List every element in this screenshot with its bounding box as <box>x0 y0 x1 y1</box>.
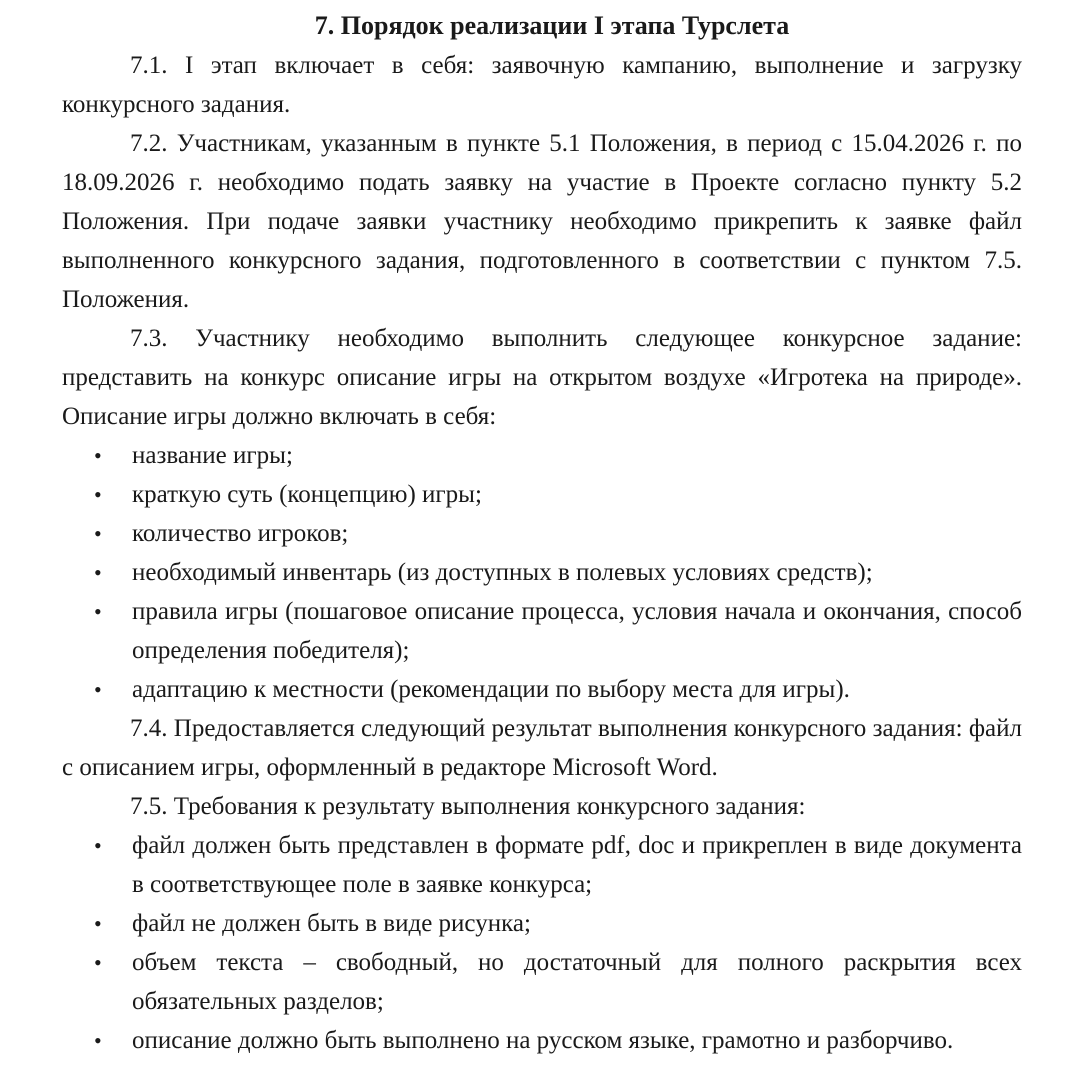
bullet-icon: • <box>94 521 102 546</box>
paragraph-7-3: 7.3. Участнику необходимо выполнить следующее конкурсное задание: представить на конкурс описание игры на открытом воздухе «Игротека на природе». Описание игры должно включать в себя: <box>62 325 1022 430</box>
bullet-icon: • <box>94 911 102 936</box>
bullet-icon: • <box>94 443 102 468</box>
bullet-icon: • <box>94 599 102 624</box>
list-item: • адаптацию к местности (рекомендации по выбору места для игры). <box>62 670 1022 709</box>
paragraph-7-2: 7.2. Участникам, указанным в пункте 5.1 Положения, в период с 15.04.2026 г. по 18.09.2026 г. необходимо подать заявку на участие в Проекте согласно пункту 5.2 Положения. При подаче заявки участнику необходимо прикрепить к заявке файл выполненного конкурсного задания, подготовленного в соответствии с пунктом 7.5. Положения. <box>62 130 1022 313</box>
list-item: • количество игроков; <box>62 514 1022 553</box>
paragraph-7-4: 7.4. Предоставляется следующий результат выполнения конкурсного задания: файл с описанием игры, оформленный в редакторе Microsoft Word. <box>62 715 1022 781</box>
list-item: • объем текста – свободный, но достаточный для полного раскрытия всех обязательных разделов; <box>62 943 1022 1021</box>
paragraph-7-5: 7.5. Требования к результату выполнения конкурсного задания: <box>130 793 806 820</box>
section-title: 7. Порядок реализации I этапа Турслета <box>314 11 790 40</box>
list-item: • файл должен быть представлен в формате pdf, doc и прикреплен в виде документа в соответствующее поле в заявке конкурса; <box>62 826 1022 904</box>
list-item: • необходимый инвентарь (из доступных в полевых условиях средств); <box>62 553 1022 592</box>
bullet-icon: • <box>94 833 102 858</box>
bullet-icon: • <box>94 560 102 585</box>
bullet-icon: • <box>94 482 102 507</box>
list-item: • название игры; <box>62 436 1022 475</box>
bullet-icon: • <box>94 950 102 975</box>
bullet-icon: • <box>94 677 102 702</box>
paragraph-7-1: 7.1. I этап включает в себя: заявочную кампанию, выполнение и загрузку конкурсного задания. <box>62 52 1022 118</box>
list-item: • описание должно быть выполнено на русском языке, грамотно и разборчиво. <box>62 1021 1022 1060</box>
list-7-5 <box>62 826 1022 1060</box>
list-item: • файл не должен быть в виде рисунка; <box>62 904 1022 943</box>
list-item: • краткую суть (концепцию) игры; <box>62 475 1022 514</box>
list-7-3 <box>62 436 1022 709</box>
bullet-icon: • <box>94 1028 102 1053</box>
list-item: • правила игры (пошаговое описание процесса, условия начала и окончания, способ определения победителя); <box>62 592 1022 670</box>
